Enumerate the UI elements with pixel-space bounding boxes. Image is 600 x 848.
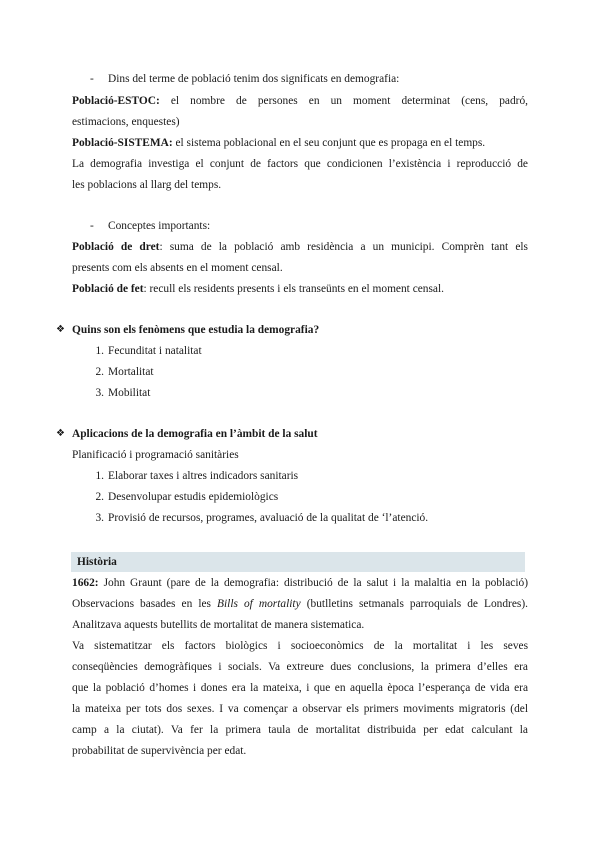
- list-item: Provisió de recursos, programes, avaluació de la qualitat de ‘l’atenció.: [108, 512, 429, 524]
- list-item-number: 3.: [95, 387, 104, 399]
- historia-para-5: camp a la ciutat). Va fer la primera taula de mortalitat distribuida per edat calculant la: [72, 724, 528, 736]
- historia-text-1: John Graunt (pare de la demografia: distribució de la salut i la malaltia en la població): [103, 577, 528, 589]
- historia-line-1: [72, 576, 528, 590]
- estoc-term: Població-ESTOC:: [72, 95, 160, 107]
- sistema-text: el sistema poblacional en el seu conjunt que es propaga en el temps.: [175, 137, 486, 149]
- list-item-number: 1.: [95, 470, 104, 482]
- diamond-bullet-icon: ❖: [56, 324, 65, 335]
- list-item: Mortalitat: [108, 366, 154, 378]
- aplicacions-heading: Aplicacions de la demografia en l’àmbit de la salut: [72, 428, 318, 440]
- dret-text-1: : suma de la població amb residència a un municipi. Comprèn tant els: [159, 241, 528, 253]
- estoc-line-1: [72, 94, 528, 108]
- demografia-line-2: les poblacions al llarg del temps.: [72, 179, 222, 191]
- historia-para-4: la mateixa per tots dos sexes. I va començar a observar els primers moviments migratoris (del: [72, 703, 528, 715]
- list-item-number: 2.: [95, 366, 104, 378]
- population-intro: Dins del terme de població tenim dos significats en demografia:: [108, 73, 400, 85]
- sistema-term: Població-SISTEMA:: [72, 137, 173, 149]
- list-item: Mobilitat: [108, 387, 151, 399]
- dash-bullet: -: [90, 220, 94, 232]
- historia-heading-bar: [71, 552, 525, 572]
- concepts-intro: Conceptes importants:: [108, 220, 211, 232]
- fet-text: : recull els residents presents i els transeünts en el moment censal.: [143, 283, 445, 295]
- fet-line: [72, 282, 528, 296]
- list-item: Elaborar taxes i altres indicadors sanitaris: [108, 470, 299, 482]
- fenomens-heading: Quins son els fenòmens que estudia la demografia?: [72, 324, 320, 336]
- historia-text-2a: Observacions basades en les: [72, 598, 211, 610]
- bills-of-mortality: Bills of mortality: [217, 598, 301, 610]
- demografia-line-1: La demografia investiga el conjunt de factors que condicionen l’existència i reproducció de: [72, 158, 528, 170]
- dret-line-2: presents com els absents en el moment censal.: [72, 262, 283, 274]
- sistema-line: [72, 136, 528, 150]
- dash-bullet: -: [90, 73, 94, 85]
- historia-para-1: Va sistematitzar els factors biològics i socioeconòmics de la mortalitat i les seves: [72, 640, 528, 652]
- estoc-line-2: estimacions, enquestes): [72, 116, 180, 128]
- historia-text-2b: (butlletins setmanals parroquials de Londres).: [306, 598, 528, 610]
- historia-para-3: que la població d’homes i dones era la mateixa, i que en aquella època l’esperança de vida era: [72, 682, 528, 694]
- list-item-number: 3.: [95, 512, 104, 524]
- historia-year: 1662:: [72, 577, 99, 589]
- historia-line-2: [72, 597, 528, 611]
- historia-para-2: conseqüències demogràfiques i socials. Va extreure dues conclusions, la primera d’elles era: [72, 661, 528, 673]
- aplicacions-subtitle: Planificació i programació sanitàries: [72, 449, 239, 461]
- list-item: Fecunditat i natalitat: [108, 345, 202, 357]
- diamond-bullet-icon: ❖: [56, 428, 65, 439]
- dret-line-1: [72, 240, 528, 254]
- historia-line-3: Analitzava aquests butellits de mortalitat de manera sistematica.: [72, 619, 365, 631]
- list-item: Desenvolupar estudis epidemiològics: [108, 491, 279, 503]
- historia-para-6: probabilitat de supervivència per edat.: [72, 745, 247, 757]
- list-item-number: 2.: [95, 491, 104, 503]
- fet-term: Població de fet: [72, 283, 144, 295]
- historia-heading: Història: [77, 556, 117, 568]
- dret-term: Població de dret: [72, 241, 160, 253]
- estoc-text-1: el nombre de persones en un moment determinat (cens, padró,: [170, 95, 528, 107]
- list-item-number: 1.: [95, 345, 104, 357]
